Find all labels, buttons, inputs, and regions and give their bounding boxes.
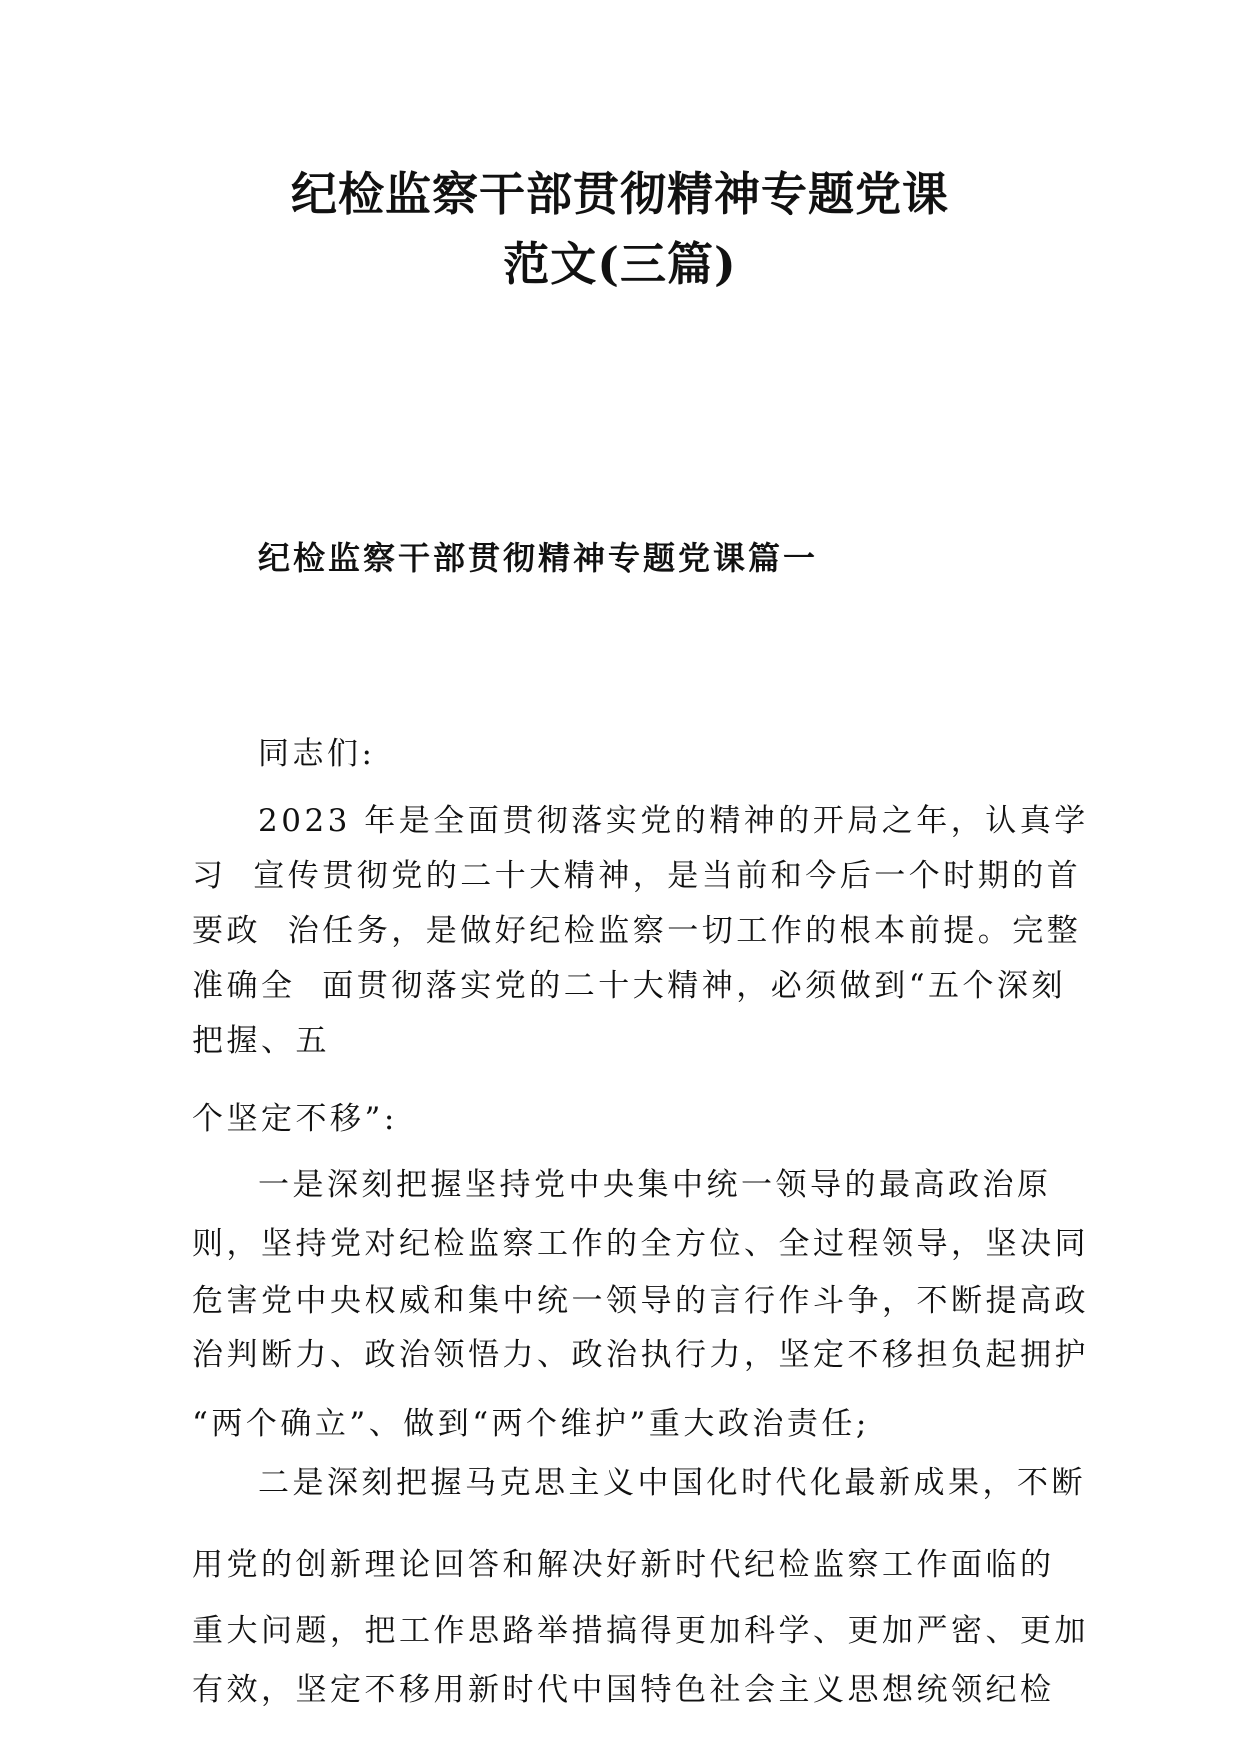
section-heading: 纪检监察干部贯彻精神专题党课篇一 bbox=[258, 539, 819, 577]
body-line: 重大问题，把工作思路举措搞得更加科学、更加严密、更加 bbox=[192, 1613, 1089, 1649]
body-line: 有效，坚定不移用新时代中国特色社会主义思想统领纪检 bbox=[192, 1672, 1055, 1708]
body-line: 则，坚持党对纪检监察工作的全方位、全过程领导，坚决同 bbox=[192, 1226, 1089, 1262]
body-line: “两个确立”、做到“两个维护”重大政治责任; bbox=[192, 1406, 870, 1442]
body-line: 要政 治任务，是做好纪检监察一切工作的根本前提。完整 bbox=[192, 913, 1082, 949]
body-line: 2023 年是全面贯彻落实党的精神的开局之年，认真学 bbox=[258, 803, 1089, 839]
body-line: 个坚定不移”: bbox=[192, 1101, 398, 1137]
body-line: 危害党中央权威和集中统一领导的言行作斗争，不断提高政 bbox=[192, 1283, 1089, 1319]
body-line: 习 宣传贯彻党的二十大精神，是当前和今后一个时期的首 bbox=[192, 858, 1082, 894]
document-title-line-2: 范文(三篇) bbox=[503, 237, 737, 291]
body-line: 治判断力、政治领悟力、政治执行力，坚定不移担负起拥护 bbox=[192, 1337, 1089, 1373]
body-line: 同志们: bbox=[258, 736, 376, 772]
document-title-line-1: 纪检监察干部贯彻精神专题党课 bbox=[291, 167, 949, 221]
body-line: 用党的创新理论回答和解决好新时代纪检监察工作面临的 bbox=[192, 1547, 1055, 1583]
body-line: 把握、五 bbox=[192, 1023, 330, 1059]
body-line: 准确全 面贯彻落实党的二十大精神，必须做到“五个深刻 bbox=[192, 968, 1067, 1004]
body-line: 一是深刻把握坚持党中央集中统一领导的最高政治原 bbox=[258, 1167, 1052, 1203]
body-line: 二是深刻把握马克思主义中国化时代化最新成果，不断 bbox=[258, 1465, 1086, 1501]
